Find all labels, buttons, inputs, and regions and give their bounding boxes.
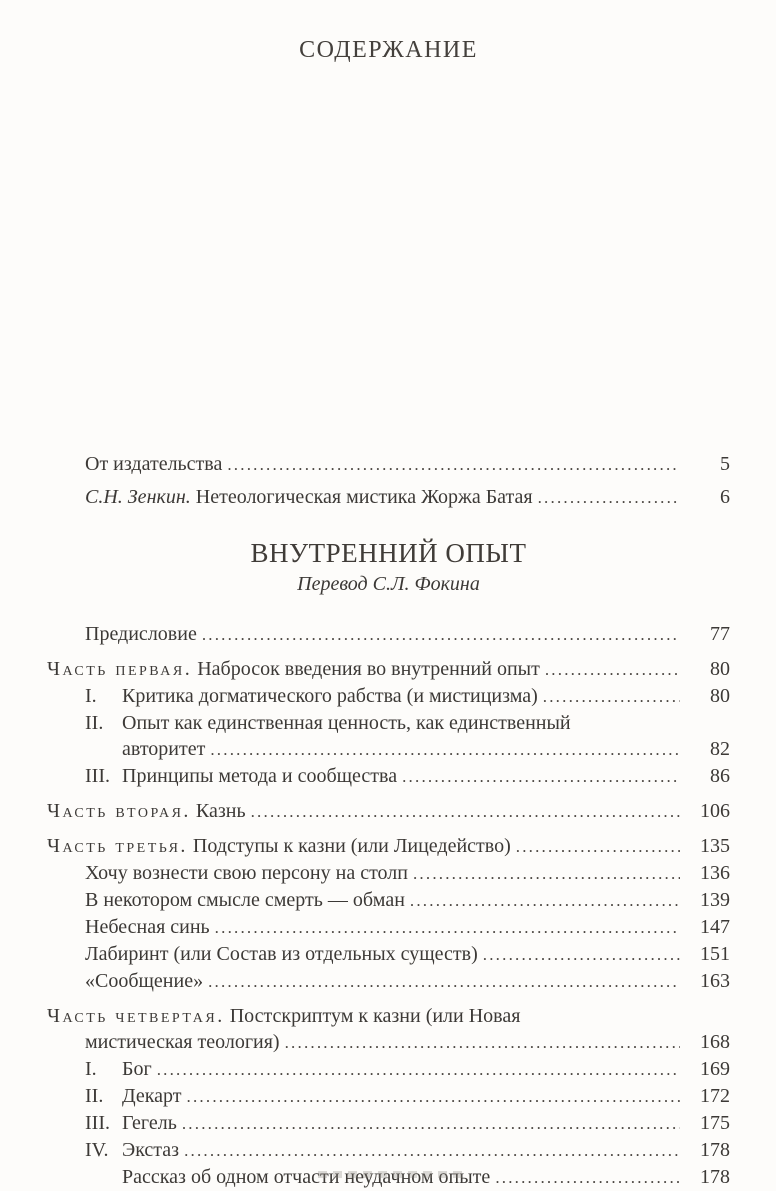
- page-number: 168: [700, 1031, 730, 1053]
- toc-row: [85, 968, 730, 995]
- page-number: 178: [700, 1166, 730, 1188]
- part-label: Часть третья.: [47, 835, 188, 857]
- entry-title: «Сообщение»: [85, 970, 204, 992]
- page-number: 136: [700, 862, 730, 884]
- entry-title: Бог: [122, 1058, 152, 1080]
- next-page-bleed-artifact: [318, 1171, 468, 1178]
- entry-title: Предисловие: [85, 623, 197, 645]
- part-label: Часть первая.: [47, 658, 193, 680]
- entry-title: Декарт: [122, 1085, 182, 1107]
- dot-leader: [182, 1110, 680, 1137]
- roman-numeral: II.: [85, 712, 104, 734]
- entry-title: В некотором смысле смерть — обман: [85, 889, 405, 911]
- entry-title: От издательства: [85, 453, 223, 475]
- translator-note: Перевод С.Л. Фокина: [297, 573, 480, 595]
- page-title: СОДЕРЖАНИЕ: [299, 37, 478, 63]
- page-number: 178: [700, 1139, 730, 1161]
- dot-leader: [208, 968, 680, 995]
- dot-leader: [202, 621, 680, 648]
- roman-numeral: III.: [85, 1112, 110, 1134]
- toc-row: [47, 1003, 730, 1029]
- dot-leader: [410, 887, 680, 914]
- page-number: 6: [720, 486, 730, 508]
- entry-title: авторитет: [122, 738, 206, 760]
- entry-title: Опыт как единственная ценность, как единственный: [122, 712, 571, 734]
- roman-numeral: IV.: [85, 1139, 109, 1161]
- page-number: 106: [700, 800, 730, 822]
- author-name: С.Н. Зенкин.: [85, 486, 191, 508]
- dot-leader: [227, 448, 680, 481]
- toc-row: [85, 710, 730, 736]
- toc-row: [85, 1110, 730, 1137]
- entry-title: С.Н. Зенкин. Нетеологическая мистика Жоржа Батая: [85, 486, 533, 508]
- page-number: 169: [700, 1058, 730, 1080]
- entry-title: Хочу вознести свою персону на столп: [85, 862, 408, 884]
- toc-row: [85, 621, 730, 648]
- dot-leader: [545, 656, 680, 683]
- dot-leader: [157, 1056, 680, 1083]
- book-title: ВНУТРЕННИЙ ОПЫТ: [250, 538, 527, 568]
- toc-row: [85, 1029, 730, 1056]
- entry-title: Экстаз: [122, 1139, 180, 1161]
- entry-title: Часть третья. Подступы к казни (или Лицедейство): [47, 835, 511, 857]
- toc-row: [85, 887, 730, 914]
- page-number: 163: [700, 970, 730, 992]
- toc-row: [85, 1137, 730, 1164]
- toc-row: [47, 798, 730, 825]
- dot-leader: [210, 736, 680, 763]
- toc-row: [85, 860, 730, 887]
- toc-row: [122, 736, 730, 763]
- dot-leader: [187, 1083, 680, 1110]
- page-number: 80: [710, 685, 730, 707]
- dot-leader: [413, 860, 680, 887]
- entry-title: Принципы метода и сообщества: [122, 765, 398, 787]
- page-number: 135: [700, 835, 730, 857]
- page-number: 5: [720, 453, 730, 475]
- dot-leader: [402, 763, 680, 790]
- toc-row: [85, 1083, 730, 1110]
- entry-title: Гегель: [122, 1112, 177, 1134]
- front-matter-list: [47, 448, 730, 514]
- dot-leader: [184, 1137, 680, 1164]
- page-number: 151: [700, 943, 730, 965]
- part-label: Часть вторая.: [47, 800, 191, 822]
- dot-leader: [251, 798, 680, 825]
- dot-leader: [516, 833, 680, 860]
- dot-leader: [215, 914, 680, 941]
- roman-numeral: I.: [85, 1058, 97, 1080]
- roman-numeral: I.: [85, 685, 97, 707]
- page-number: 139: [700, 889, 730, 911]
- toc-row: [85, 941, 730, 968]
- book-section-heading: [47, 538, 730, 597]
- toc-row: [47, 833, 730, 860]
- entry-title: Небесная синь: [85, 916, 210, 938]
- entry-title: мистическая теология): [85, 1031, 280, 1053]
- entry-title: Лабиринт (или Состав из отдельных существ): [85, 943, 478, 965]
- entry-title: Часть четвертая. Постскриптум к казни (или Новая: [47, 1005, 521, 1027]
- toc-row: [85, 1056, 730, 1083]
- entry-title: Часть первая. Набросок введения во внутренний опыт: [47, 658, 540, 680]
- page-number: 77: [710, 623, 730, 645]
- part-label: Часть четвертая.: [47, 1005, 225, 1027]
- page-number: 80: [710, 658, 730, 680]
- dot-leader: [483, 941, 680, 968]
- entry-title: Критика догматического рабства (и мистицизма): [122, 685, 538, 707]
- toc-row: [85, 683, 730, 710]
- page-number: 172: [700, 1085, 730, 1107]
- page-number: 82: [710, 738, 730, 760]
- roman-numeral: III.: [85, 765, 110, 787]
- page-number: 147: [700, 916, 730, 938]
- page-number: 86: [710, 765, 730, 787]
- roman-numeral: II.: [85, 1085, 104, 1107]
- toc-row: [47, 656, 730, 683]
- entry-title: Рассказ об одном отчасти неудачном опыте: [122, 1166, 491, 1188]
- dot-leader: [543, 683, 680, 710]
- toc-list: [47, 621, 730, 1191]
- toc-row: [85, 763, 730, 790]
- toc-row: [85, 481, 730, 514]
- page-number: 175: [700, 1112, 730, 1134]
- dot-leader: [285, 1029, 680, 1056]
- entry-title: Часть вторая. Казнь: [47, 800, 246, 822]
- dot-leader: [538, 481, 680, 514]
- toc-row: [85, 448, 730, 481]
- toc-row: [85, 914, 730, 941]
